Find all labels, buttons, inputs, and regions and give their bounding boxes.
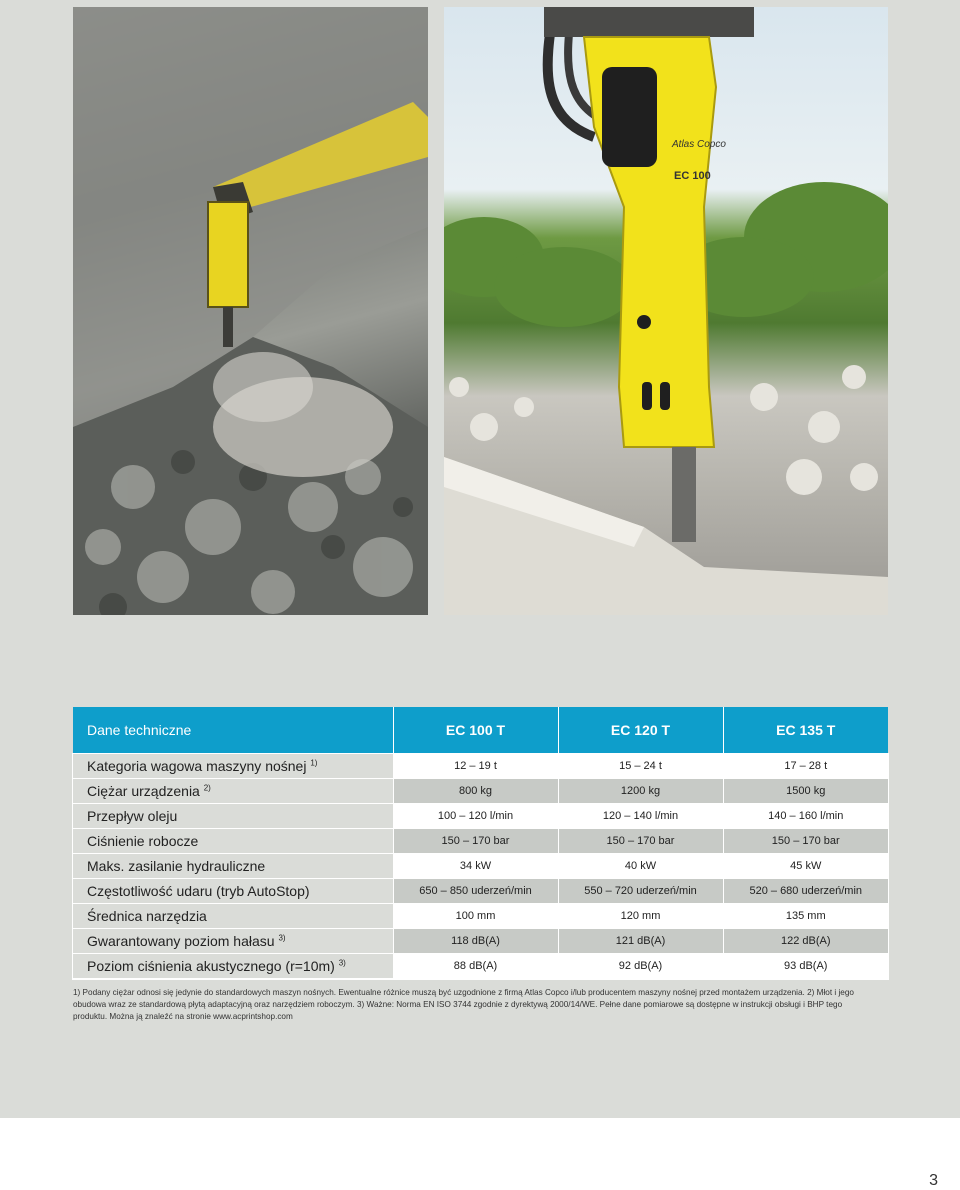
table-cell: 100 – 120 l/min	[393, 804, 558, 829]
table-row	[73, 829, 888, 854]
table-header-row	[73, 707, 888, 754]
row-label: Częstotliwość udaru (tryb AutoStop)	[73, 879, 393, 904]
table-cell: 93 dB(A)	[723, 954, 888, 979]
row-label: Ciśnienie robocze	[73, 829, 393, 854]
row-label: Średnica narzędzia	[73, 904, 393, 929]
table-header-label: Dane techniczne	[73, 707, 393, 754]
row-label: Ciężar urządzenia $^{2)}$	[73, 779, 393, 804]
table-cell: 17 – 28 t	[723, 754, 888, 779]
photo-ec100-breaker	[444, 7, 888, 615]
footnote-text: 1) Podany ciężar odnosi się jedynie do standardowych maszyn nośnych. Ewentualne różnice muszą być uzgodnione z firmą Atlas Copco i/lub producentem maszyny nośnej przed montażem urządzenia. 2) Młot i jego obudowa wraz ze standardową płytą adaptacyjną oraz narzędziem roboczym. 3) Ważne: Norma EN ISO 3744 zgodnie z dyrektywą 2000/14/WE. Pełne dane pomiarowe są dostępne w instrukcji obsługi i BHP tego produktu. Można ją znaleźć na stronie www.acprintshop.com	[73, 988, 854, 1021]
table-cell: 140 – 160 l/min	[723, 804, 888, 829]
quarry-photo-drawing	[73, 7, 428, 615]
table-cell: 122 dB(A)	[723, 929, 888, 954]
table-cell: 45 kW	[723, 854, 888, 879]
photo-quarry-breaker	[73, 7, 428, 615]
table-row	[73, 804, 888, 829]
table-row	[73, 904, 888, 929]
table-cell: 650 – 850 uderzeń/min	[393, 879, 558, 904]
table-cell: 15 – 24 t	[558, 754, 723, 779]
row-label: Gwarantowany poziom hałasu $^{3)}$	[73, 929, 393, 954]
row-label: Poziom ciśnienia akustycznego (r=10m) $^{3)}$	[73, 954, 393, 979]
technical-data-table	[73, 707, 888, 979]
table-row	[73, 954, 888, 979]
table-row	[73, 779, 888, 804]
table-cell: 100 mm	[393, 904, 558, 929]
model-header-ec120t: EC 120 T	[558, 707, 723, 754]
table-cell: 121 dB(A)	[558, 929, 723, 954]
table-cell: 34 kW	[393, 854, 558, 879]
model-header-ec100t: EC 100 T	[393, 707, 558, 754]
table-row	[73, 929, 888, 954]
table-row	[73, 854, 888, 879]
table-cell: 12 – 19 t	[393, 754, 558, 779]
row-label: Kategoria wagowa maszyny nośnej $^{1)}$	[73, 754, 393, 779]
table-cell: 150 – 170 bar	[558, 829, 723, 854]
table-row	[73, 754, 888, 779]
table-row	[73, 879, 888, 904]
breaker-brand-text: Atlas Copco	[672, 139, 726, 150]
table-cell: 118 dB(A)	[393, 929, 558, 954]
table-cell: 1500 kg	[723, 779, 888, 804]
table-cell: 92 dB(A)	[558, 954, 723, 979]
table-cell: 150 – 170 bar	[393, 829, 558, 854]
row-label: Przepływ oleju	[73, 804, 393, 829]
table-cell: 120 mm	[558, 904, 723, 929]
model-header-ec135t: EC 135 T	[723, 707, 888, 754]
table-cell: 88 dB(A)	[393, 954, 558, 979]
page-number: 3	[929, 1172, 938, 1189]
table-cell: 550 – 720 uderzeń/min	[558, 879, 723, 904]
table-cell: 120 – 140 l/min	[558, 804, 723, 829]
table-cell: 150 – 170 bar	[723, 829, 888, 854]
table-cell: 520 – 680 uderzeń/min	[723, 879, 888, 904]
table-cell: 1200 kg	[558, 779, 723, 804]
row-label: Maks. zasilanie hydrauliczne	[73, 854, 393, 879]
table-cell: 800 kg	[393, 779, 558, 804]
breaker-model-text: EC 100	[674, 170, 711, 182]
ec100-photo-drawing	[444, 7, 888, 615]
table-cell: 135 mm	[723, 904, 888, 929]
table-cell: 40 kW	[558, 854, 723, 879]
